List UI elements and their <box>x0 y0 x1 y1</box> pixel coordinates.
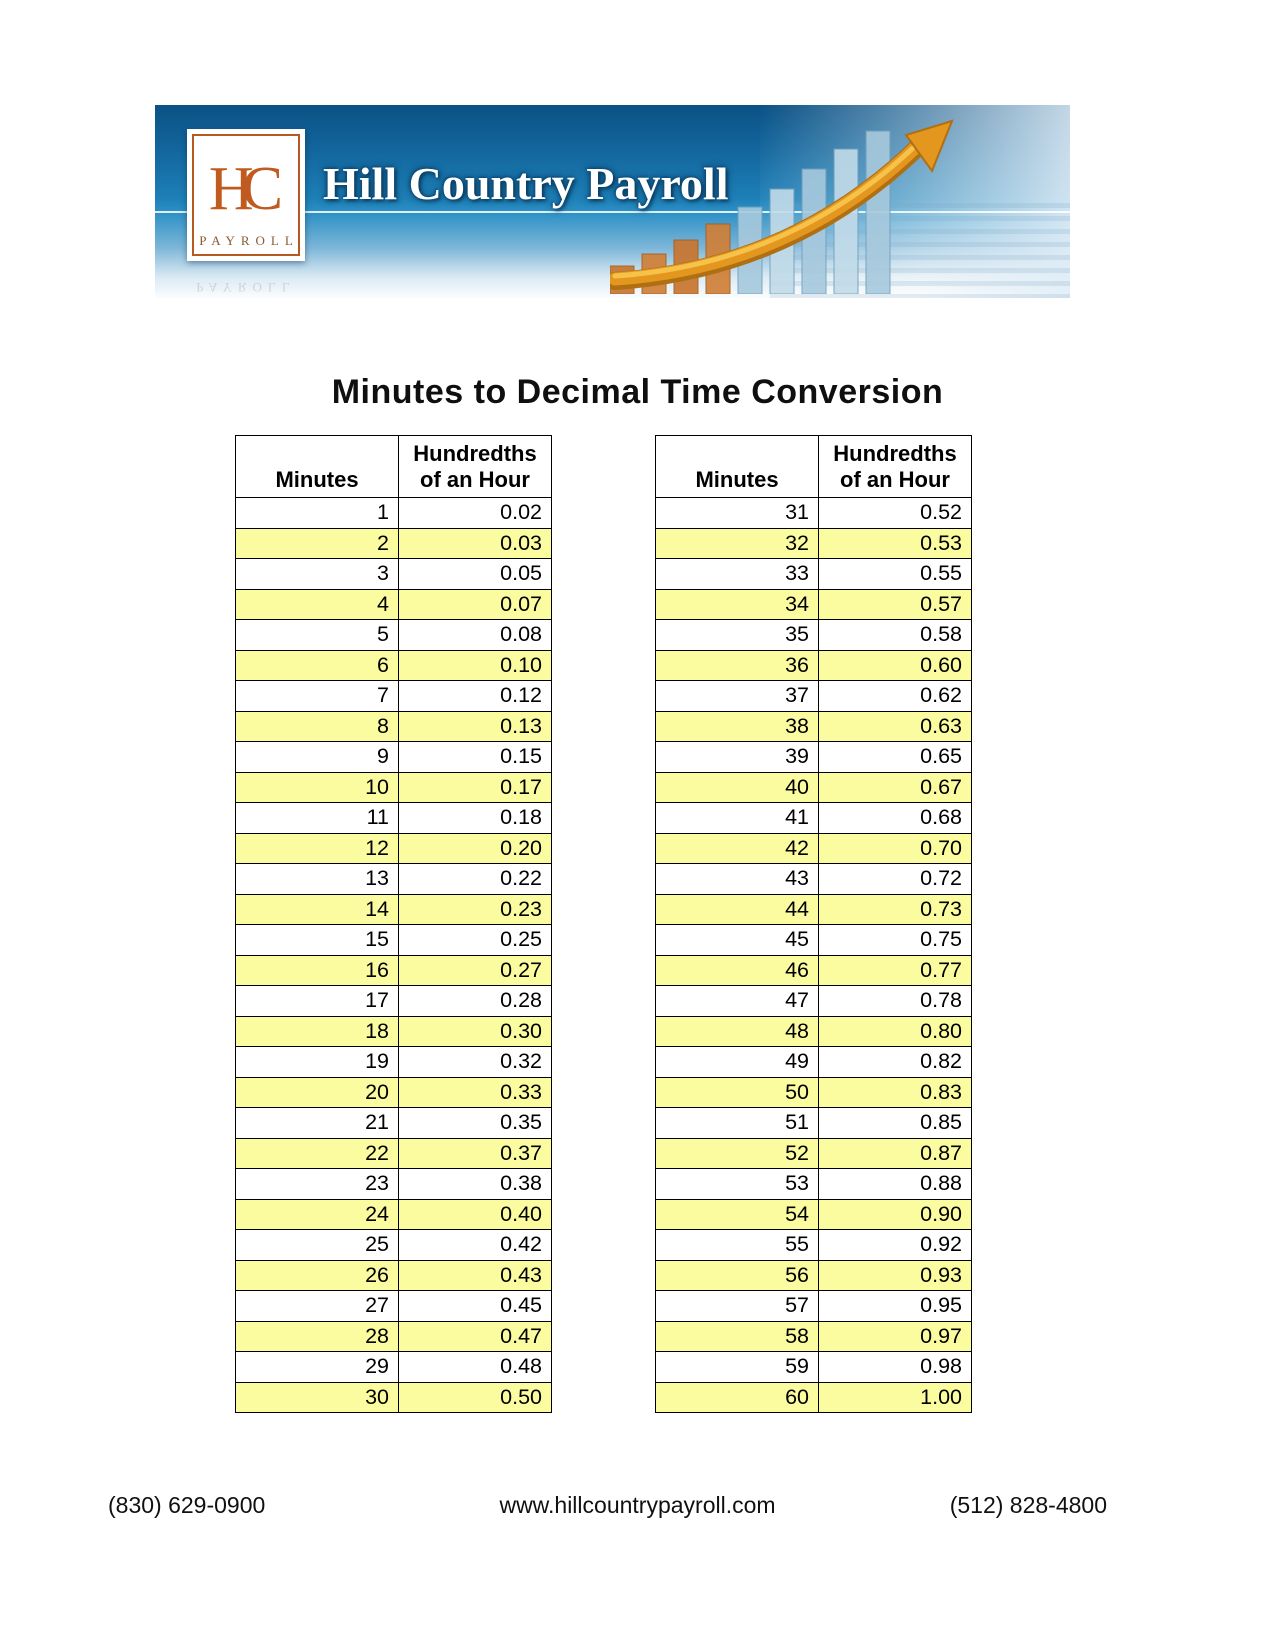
minutes-cell: 29 <box>236 1352 399 1383</box>
minutes-cell: 37 <box>656 681 819 712</box>
table-row <box>236 833 552 864</box>
hundredths-cell: 0.63 <box>819 711 972 742</box>
hundredths-cell: 0.87 <box>819 1138 972 1169</box>
table-row <box>236 1382 552 1413</box>
hundredths-cell: 0.27 <box>399 955 552 986</box>
minutes-cell: 32 <box>656 528 819 559</box>
minutes-cell: 58 <box>656 1321 819 1352</box>
minutes-cell: 53 <box>656 1169 819 1200</box>
conversion-table-left <box>235 435 552 1413</box>
minutes-cell: 54 <box>656 1199 819 1230</box>
minutes-cell: 22 <box>236 1138 399 1169</box>
table-row <box>236 528 552 559</box>
minutes-cell: 13 <box>236 864 399 895</box>
footer-phone-right: (512) 828-4800 <box>949 1492 1107 1518</box>
hundredths-cell: 0.52 <box>819 498 972 529</box>
table-row <box>656 772 972 803</box>
minutes-cell: 38 <box>656 711 819 742</box>
hundredths-cell: 0.25 <box>399 925 552 956</box>
table-row <box>656 986 972 1017</box>
table-row <box>656 498 972 529</box>
hundredths-cell: 0.22 <box>399 864 552 895</box>
table-header <box>236 436 552 498</box>
table-row <box>236 589 552 620</box>
table-row <box>656 742 972 773</box>
minutes-cell: 28 <box>236 1321 399 1352</box>
table-row <box>236 681 552 712</box>
hundredths-cell: 0.43 <box>399 1260 552 1291</box>
hundredths-cell: 0.95 <box>819 1291 972 1322</box>
minutes-cell: 48 <box>656 1016 819 1047</box>
table-row <box>236 742 552 773</box>
table-row <box>656 1260 972 1291</box>
table-row <box>236 1016 552 1047</box>
hundredths-cell: 0.65 <box>819 742 972 773</box>
hundredths-cell: 0.57 <box>819 589 972 620</box>
logo-subtext: PAYROLL <box>199 233 299 248</box>
minutes-cell: 17 <box>236 986 399 1017</box>
table-row <box>656 528 972 559</box>
conversion-table-right <box>655 435 972 1413</box>
hundredths-cell: 0.20 <box>399 833 552 864</box>
minutes-cell: 34 <box>656 589 819 620</box>
logo-reflection: PAYROLL <box>196 280 296 295</box>
minutes-cell: 55 <box>656 1230 819 1261</box>
hundredths-cell: 0.73 <box>819 894 972 925</box>
hundredths-cell: 0.35 <box>399 1108 552 1139</box>
minutes-cell: 6 <box>236 650 399 681</box>
hundredths-cell: 0.98 <box>819 1352 972 1383</box>
company-logo <box>187 129 305 261</box>
minutes-cell: 26 <box>236 1260 399 1291</box>
table-row <box>656 1291 972 1322</box>
minutes-cell: 24 <box>236 1199 399 1230</box>
hundredths-cell: 0.85 <box>819 1108 972 1139</box>
minutes-cell: 23 <box>236 1169 399 1200</box>
table-row <box>236 1321 552 1352</box>
minutes-cell: 19 <box>236 1047 399 1078</box>
table-row <box>236 1138 552 1169</box>
table-row <box>656 1138 972 1169</box>
minutes-cell: 39 <box>656 742 819 773</box>
hundredths-cell: 0.58 <box>819 620 972 651</box>
hundredths-cell: 0.47 <box>399 1321 552 1352</box>
hundredths-cell: 1.00 <box>819 1382 972 1413</box>
minutes-cell: 5 <box>236 620 399 651</box>
hundredths-cell: 0.17 <box>399 772 552 803</box>
hundredths-cell: 0.42 <box>399 1230 552 1261</box>
table-row <box>236 925 552 956</box>
hundredths-cell: 0.03 <box>399 528 552 559</box>
table-row <box>236 650 552 681</box>
table-row <box>236 803 552 834</box>
minutes-cell: 47 <box>656 986 819 1017</box>
hundredths-cell: 0.78 <box>819 986 972 1017</box>
hundredths-cell: 0.13 <box>399 711 552 742</box>
table-row <box>656 681 972 712</box>
minutes-cell: 2 <box>236 528 399 559</box>
company-logo-frame <box>192 134 300 256</box>
minutes-cell: 3 <box>236 559 399 590</box>
table-row <box>656 1108 972 1139</box>
minutes-cell: 11 <box>236 803 399 834</box>
table-row <box>236 620 552 651</box>
table-row <box>656 711 972 742</box>
hundredths-cell: 0.53 <box>819 528 972 559</box>
page-title: Minutes to Decimal Time Conversion <box>331 372 944 411</box>
table-row <box>656 589 972 620</box>
minutes-cell: 56 <box>656 1260 819 1291</box>
table-row <box>656 559 972 590</box>
table-row <box>236 711 552 742</box>
hundredths-cell: 0.15 <box>399 742 552 773</box>
hundredths-cell: 0.38 <box>399 1169 552 1200</box>
table-row <box>236 1352 552 1383</box>
hundredths-cell: 0.50 <box>399 1382 552 1413</box>
minutes-cell: 7 <box>236 681 399 712</box>
minutes-cell: 8 <box>236 711 399 742</box>
minutes-cell: 10 <box>236 772 399 803</box>
minutes-cell: 18 <box>236 1016 399 1047</box>
hundredths-cell: 0.88 <box>819 1169 972 1200</box>
table-body <box>236 498 552 1413</box>
hundredths-header-line2: of an Hour <box>420 467 530 492</box>
hundredths-cell: 0.77 <box>819 955 972 986</box>
minutes-cell: 60 <box>656 1382 819 1413</box>
table-row <box>236 498 552 529</box>
minutes-header: Minutes <box>656 436 819 498</box>
table-row <box>656 925 972 956</box>
table-row <box>656 1230 972 1261</box>
table-row <box>656 1199 972 1230</box>
table-row <box>656 833 972 864</box>
hundredths-header-line2: of an Hour <box>840 467 950 492</box>
hundredths-cell: 0.70 <box>819 833 972 864</box>
hundredths-cell: 0.18 <box>399 803 552 834</box>
hundredths-cell: 0.08 <box>399 620 552 651</box>
table-row <box>656 803 972 834</box>
hundredths-header-line1: Hundredths <box>413 441 537 466</box>
hundredths-cell: 0.62 <box>819 681 972 712</box>
table-row <box>656 1077 972 1108</box>
table-row <box>656 1382 972 1413</box>
minutes-cell: 41 <box>656 803 819 834</box>
hundredths-cell: 0.60 <box>819 650 972 681</box>
hundredths-cell: 0.82 <box>819 1047 972 1078</box>
hundredths-cell: 0.75 <box>819 925 972 956</box>
hundredths-cell: 0.68 <box>819 803 972 834</box>
minutes-cell: 27 <box>236 1291 399 1322</box>
minutes-cell: 16 <box>236 955 399 986</box>
table-row <box>236 1260 552 1291</box>
hundredths-header-line1: Hundredths <box>833 441 957 466</box>
minutes-cell: 59 <box>656 1352 819 1383</box>
table-row <box>656 1047 972 1078</box>
minutes-cell: 4 <box>236 589 399 620</box>
minutes-cell: 12 <box>236 833 399 864</box>
hundredths-cell: 0.02 <box>399 498 552 529</box>
minutes-header: Minutes <box>236 436 399 498</box>
table-row <box>656 650 972 681</box>
table-row <box>236 1077 552 1108</box>
minutes-cell: 33 <box>656 559 819 590</box>
table-row <box>236 1169 552 1200</box>
hundredths-cell: 0.90 <box>819 1199 972 1230</box>
logo-monogram: HC <box>208 155 272 223</box>
hundredths-header <box>399 436 552 498</box>
hundredths-cell: 0.10 <box>399 650 552 681</box>
table-row <box>236 1199 552 1230</box>
minutes-cell: 30 <box>236 1382 399 1413</box>
table-row <box>236 772 552 803</box>
minutes-cell: 45 <box>656 925 819 956</box>
table-row <box>236 894 552 925</box>
minutes-cell: 14 <box>236 894 399 925</box>
table-row <box>236 864 552 895</box>
header-banner <box>155 105 1070 298</box>
hundredths-cell: 0.72 <box>819 864 972 895</box>
minutes-cell: 1 <box>236 498 399 529</box>
table-row <box>656 864 972 895</box>
hundredths-cell: 0.30 <box>399 1016 552 1047</box>
hundredths-cell: 0.48 <box>399 1352 552 1383</box>
table-row <box>656 620 972 651</box>
hundredths-cell: 0.23 <box>399 894 552 925</box>
table-row <box>656 1321 972 1352</box>
minutes-cell: 46 <box>656 955 819 986</box>
header-row <box>236 436 552 498</box>
hundredths-cell: 0.93 <box>819 1260 972 1291</box>
table-row <box>236 1291 552 1322</box>
table-row <box>656 955 972 986</box>
hundredths-cell: 0.55 <box>819 559 972 590</box>
hundredths-cell: 0.33 <box>399 1077 552 1108</box>
hundredths-cell: 0.37 <box>399 1138 552 1169</box>
table-row <box>236 1230 552 1261</box>
minutes-cell: 57 <box>656 1291 819 1322</box>
hundredths-cell: 0.32 <box>399 1047 552 1078</box>
minutes-cell: 43 <box>656 864 819 895</box>
minutes-cell: 50 <box>656 1077 819 1108</box>
table-row <box>236 1047 552 1078</box>
minutes-cell: 44 <box>656 894 819 925</box>
hundredths-header <box>819 436 972 498</box>
hundredths-cell: 0.45 <box>399 1291 552 1322</box>
table-row <box>656 894 972 925</box>
minutes-cell: 15 <box>236 925 399 956</box>
table-header <box>656 436 972 498</box>
hundredths-cell: 0.12 <box>399 681 552 712</box>
table-row <box>236 1108 552 1139</box>
minutes-cell: 25 <box>236 1230 399 1261</box>
hundredths-cell: 0.92 <box>819 1230 972 1261</box>
minutes-cell: 36 <box>656 650 819 681</box>
footer-phone-left: (830) 629-0900 <box>108 1492 266 1518</box>
minutes-cell: 49 <box>656 1047 819 1078</box>
hundredths-cell: 0.07 <box>399 589 552 620</box>
brand-name: Hill Country Payroll <box>323 158 729 209</box>
minutes-cell: 51 <box>656 1108 819 1139</box>
table-row <box>236 955 552 986</box>
hundredths-cell: 0.40 <box>399 1199 552 1230</box>
minutes-cell: 9 <box>236 742 399 773</box>
table-row <box>656 1016 972 1047</box>
hundredths-cell: 0.05 <box>399 559 552 590</box>
table-row <box>236 559 552 590</box>
minutes-cell: 42 <box>656 833 819 864</box>
minutes-cell: 20 <box>236 1077 399 1108</box>
hundredths-cell: 0.83 <box>819 1077 972 1108</box>
table-row <box>656 1169 972 1200</box>
table-row <box>656 1352 972 1383</box>
minutes-cell: 52 <box>656 1138 819 1169</box>
minutes-cell: 35 <box>656 620 819 651</box>
minutes-cell: 21 <box>236 1108 399 1139</box>
hundredths-cell: 0.28 <box>399 986 552 1017</box>
table-row <box>236 986 552 1017</box>
hundredths-cell: 0.97 <box>819 1321 972 1352</box>
table-body <box>656 498 972 1413</box>
minutes-cell: 40 <box>656 772 819 803</box>
header-row <box>656 436 972 498</box>
hundredths-cell: 0.67 <box>819 772 972 803</box>
footer-website: www.hillcountrypayroll.com <box>499 1492 776 1518</box>
minutes-cell: 31 <box>656 498 819 529</box>
hundredths-cell: 0.80 <box>819 1016 972 1047</box>
